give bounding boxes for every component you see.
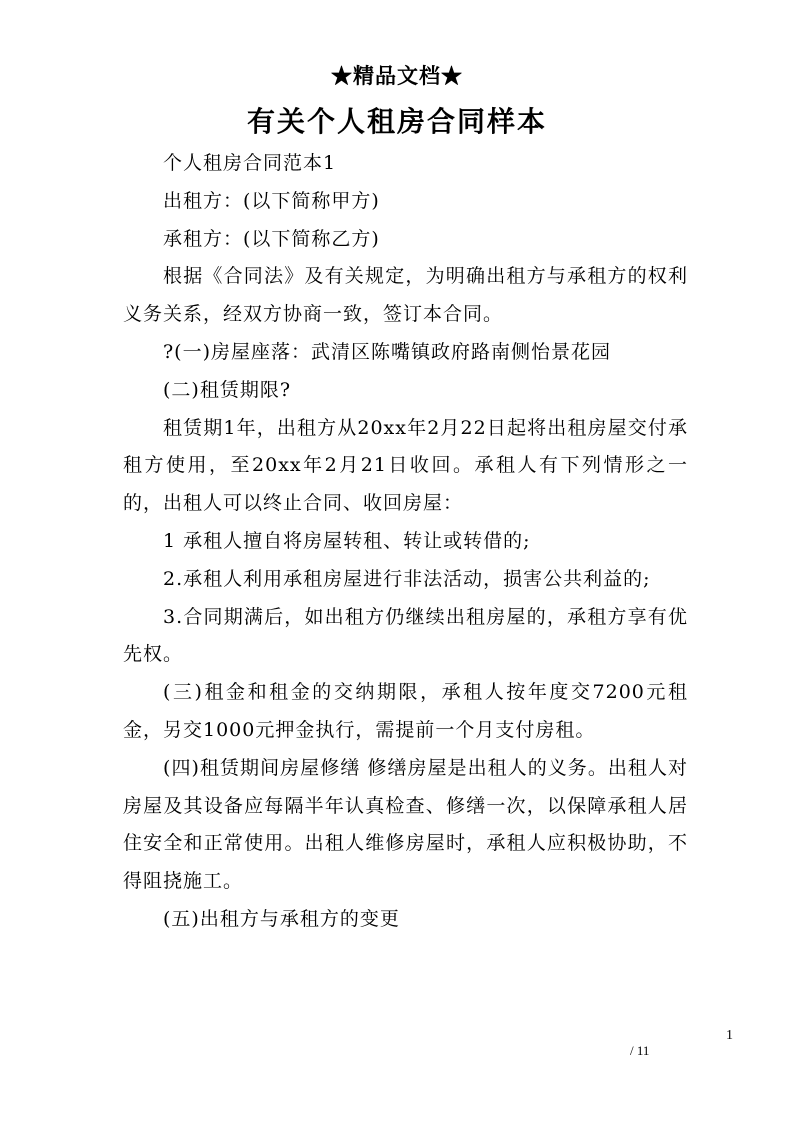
paragraph: (三)租金和租金的交纳期限，承租人按年度交7200元租金，另交1000元押金执行，需提前一个月支付房租。 xyxy=(123,681,688,741)
document-title: 有关个人租房合同样本 xyxy=(246,105,547,138)
paragraph: 承租方：(以下简称乙方) xyxy=(163,227,380,250)
document-body xyxy=(123,145,688,939)
paragraph: 1 承租人擅自将房屋转租、转让或转借的; xyxy=(163,529,531,552)
paragraph: 个人租房合同范本1 xyxy=(163,152,337,174)
page-number: 1 xyxy=(726,1028,733,1043)
paragraph: 3.合同期满后，如出租方仍继续出租房屋的，承租方享有优先权。 xyxy=(123,605,688,666)
paragraph: 出租方：(以下简称甲方) xyxy=(163,189,380,212)
page-header: ★精品文档★ xyxy=(331,63,463,88)
paragraph: 根据《合同法》及有关规定，为明确出租方与承租方的权利义务关系，经双方协商一致，签订本合同。 xyxy=(123,265,688,326)
page-total: / 11 xyxy=(630,1043,650,1058)
paragraph: ?(一)房屋座落：武清区陈嘴镇政府路南侧怡景花园 xyxy=(163,340,612,363)
paragraph: 2.承租人利用承租房屋进行非法活动，损害公共利益的; xyxy=(163,567,651,590)
paragraph: (二)租赁期限? xyxy=(163,378,292,401)
paragraph: (五)出租方与承租方的变更 xyxy=(163,907,400,930)
paragraph: (四)租赁期间房屋修缮 修缮房屋是出租人的义务。出租人对房屋及其设备应每隔半年认真检查、修缮一次，以保障承租人居住安全和正常使用。出租人维修房屋时，承租人应积极协助，不得阻挠施工。 xyxy=(123,756,688,893)
paragraph: 租赁期1年，出租方从20xx年2月22日起将出租房屋交付承租方使用，至20xx年2月21日收回。承租人有下列情形之一的，出租人可以终止合同、收回房屋： xyxy=(123,416,688,515)
